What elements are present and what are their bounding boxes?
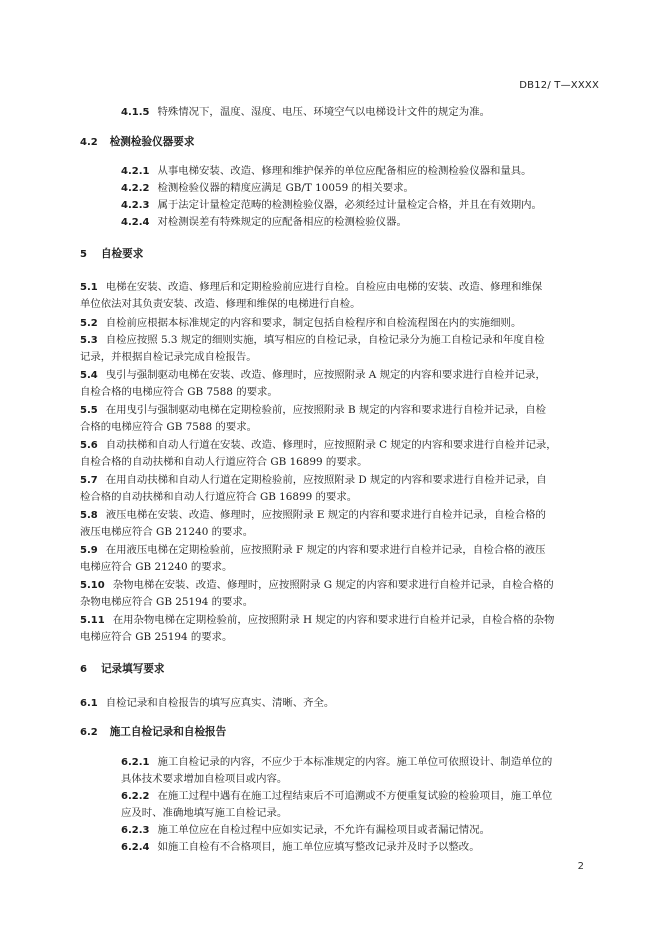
clause-text: 如施工自检有不合格项目，施工单位应填写整改记录并及时予以整改。 xyxy=(157,841,480,853)
clause-text: 自检应按照 5.3 规定的细则实施，填写相应的自检记录，自检记录分为施工自检记录和年度自检 xyxy=(105,334,545,346)
clause-6-1 xyxy=(80,696,334,711)
clause-text: 具体技术要求增加自检项目或内容。 xyxy=(121,773,288,785)
clause-5-7-continued xyxy=(80,490,357,504)
clause-5-1 xyxy=(80,280,542,295)
chapter-title: 记录填写要求 xyxy=(100,663,165,675)
clause-text: 从事电梯安装、改造、修理和维护保养的单位应配备相应的检测检验仪器和量具。 xyxy=(157,165,532,177)
clause-text: 特殊情况下，温度、湿度、电压、环境空气以电梯设计文件的规定为准。 xyxy=(157,106,490,118)
clause-number: 5.6 xyxy=(80,440,98,451)
clause-text: 曳引与强制驱动电梯在安装、改造、修理时，应按照附录 A 规定的内容和要求进行自检并记录， xyxy=(105,369,546,381)
chapter-heading-6 xyxy=(80,662,165,677)
section-number: 6.2 xyxy=(80,727,98,738)
clause-5-10 xyxy=(80,578,554,593)
clause-5-5 xyxy=(80,403,546,418)
clause-5-8-continued xyxy=(80,525,253,539)
section-heading-4-2 xyxy=(80,135,194,150)
clause-5-6 xyxy=(80,438,557,453)
clause-text: 记录，并根据自检记录完成自检报告。 xyxy=(80,351,257,363)
page-number: 2 xyxy=(577,861,584,872)
clause-5-11-continued xyxy=(80,630,232,644)
clause-text: 液压电梯应符合 GB 21240 的要求。 xyxy=(80,526,254,538)
clause-5-2 xyxy=(80,316,521,331)
clause-number: 5.7 xyxy=(80,475,98,486)
clause-5-1-continued xyxy=(80,297,361,311)
clause-number: 6.2.3 xyxy=(121,825,150,836)
chapter-number: 6 xyxy=(80,664,87,675)
clause-number: 5.5 xyxy=(80,405,98,416)
clause-5-7 xyxy=(80,473,547,488)
clause-5-3-continued xyxy=(80,350,257,364)
clause-text: 杂物电梯应符合 GB 25194 的要求。 xyxy=(80,596,254,608)
clause-text: 属于法定计量检定范畴的检测检验仪器，必须经过计量检定合格，并且在有效期内。 xyxy=(157,199,542,211)
section-heading-6-2 xyxy=(80,725,226,740)
clause-text: 在用液压电梯在定期检验前，应按照附录 F 规定的内容和要求进行自检并记录，自检合格的液压 xyxy=(105,544,546,556)
clause-text: 应及时、准确地填写施工自检记录。 xyxy=(121,807,288,819)
clause-5-6-continued xyxy=(80,455,368,469)
section-title: 施工自检记录和自检报告 xyxy=(109,726,227,738)
clause-5-8 xyxy=(80,508,546,523)
clause-5-4 xyxy=(80,368,546,383)
chapter-title: 自检要求 xyxy=(100,248,144,260)
clause-5-5-continued xyxy=(80,420,257,434)
clause-text: 对检测误差有特殊规定的应配备相应的检测检验仪器。 xyxy=(157,216,407,228)
clause-number: 5.8 xyxy=(80,510,98,521)
clause-number: 6.2.4 xyxy=(121,842,150,853)
clause-text: 自动扶梯和自动人行道在安装、改造、修理时，应按照附录 C 规定的内容和要求进行自检并记录， xyxy=(105,439,557,451)
clause-number: 5.1 xyxy=(80,282,98,293)
clause-5-10-continued xyxy=(80,595,253,609)
clause-5-4-continued xyxy=(80,385,278,399)
clause-5-9 xyxy=(80,543,546,558)
clause-text: 施工单位应在自检过程中应如实记录，不允许有漏检项目或者漏记情况。 xyxy=(157,824,490,836)
clause-6-2-2-continued xyxy=(121,806,287,820)
clause-number: 6.1 xyxy=(80,698,98,709)
clause-number: 5.3 xyxy=(80,335,98,346)
standard-code: DB12/ T—XXXX xyxy=(519,80,599,91)
clause-number: 5.4 xyxy=(80,370,98,381)
chapter-heading-5 xyxy=(80,247,143,262)
clause-6-2-4 xyxy=(121,840,480,855)
clause-number: 4.2.2 xyxy=(121,183,150,194)
clause-5-11 xyxy=(80,613,554,628)
clause-number: 4.2.3 xyxy=(121,200,150,211)
clause-6-2-1 xyxy=(121,755,552,770)
section-title: 检测检验仪器要求 xyxy=(109,136,195,148)
clause-text: 合格的电梯应符合 GB 7588 的要求。 xyxy=(80,421,257,433)
clause-6-2-2 xyxy=(121,789,552,804)
clause-4-2-1 xyxy=(121,164,532,179)
clause-number: 4.2.1 xyxy=(121,166,150,177)
clause-text: 在施工过程中遇有在施工过程结束后不可追溯或不方便重复试验的检验项目，施工单位 xyxy=(157,790,553,802)
clause-4-2-2 xyxy=(121,181,414,196)
clause-text: 电梯应符合 GB 21240 的要求。 xyxy=(80,561,233,573)
clause-6-2-3 xyxy=(121,823,490,838)
clause-number: 5.2 xyxy=(80,318,98,329)
clause-text: 自检前应根据本标准规定的内容和要求，制定包括自检程序和自检流程图在内的实施细则。 xyxy=(105,317,522,329)
clause-text: 电梯在安装、改造、修理后和定期检验前应进行自检。自检应由电梯的安装、改造、修理和维保 xyxy=(105,281,543,293)
clause-number: 6.2.1 xyxy=(121,757,150,768)
clause-text: 液压电梯在安装、改造、修理时，应按照附录 E 规定的内容和要求进行自检并记录，自检合格的 xyxy=(105,509,546,521)
section-number: 4.2 xyxy=(80,137,98,148)
clause-text: 在用曳引与强制驱动电梯在定期检验前，应按照附录 B 规定的内容和要求进行自检并记录，自检 xyxy=(105,404,546,416)
clause-text: 自检合格的自动扶梯和自动人行道应符合 GB 16899 的要求。 xyxy=(80,456,368,468)
clause-text: 检测检验仪器的精度应满足 GB/T 10059 的相关要求。 xyxy=(157,182,414,194)
clause-text: 自检合格的电梯应符合 GB 7588 的要求。 xyxy=(80,386,278,398)
clause-text: 自检记录和自检报告的填写应真实、清晰、齐全。 xyxy=(105,697,335,709)
clause-text: 检合格的自动扶梯和自动人行道应符合 GB 16899 的要求。 xyxy=(80,491,358,503)
clause-text: 施工自检记录的内容，不应少于本标准规定的内容。施工单位可依照设计、制造单位的 xyxy=(157,756,553,768)
chapter-number: 5 xyxy=(80,249,87,260)
clause-6-2-1-continued xyxy=(121,772,287,786)
clause-text: 杂物电梯在安装、改造、修理时，应按照附录 G 规定的内容和要求进行自检并记录，自检合格的 xyxy=(112,579,554,591)
clause-number: 5.11 xyxy=(80,615,105,626)
clause-4-2-4 xyxy=(121,215,407,230)
clause-number: 5.9 xyxy=(80,545,98,556)
clause-text: 电梯应符合 GB 25194 的要求。 xyxy=(80,631,233,643)
clause-text: 在用自动扶梯和自动人行道在定期检验前，应按照附录 D 规定的内容和要求进行自检并记录，自 xyxy=(105,474,547,486)
clause-text: 单位依法对其负责安装、改造、修理和维保的电梯进行自检。 xyxy=(80,298,361,310)
clause-number: 4.1.5 xyxy=(121,107,150,118)
clause-5-3 xyxy=(80,333,544,348)
clause-4-1-5 xyxy=(121,105,490,120)
clause-5-9-continued xyxy=(80,560,232,574)
clause-number: 6.2.2 xyxy=(121,791,150,802)
clause-text: 在用杂物电梯在定期检验前，应按照附录 H 规定的内容和要求进行自检并记录，自检合格的杂物 xyxy=(112,614,555,626)
clause-number: 4.2.4 xyxy=(121,217,150,228)
clause-4-2-3 xyxy=(121,198,542,213)
clause-number: 5.10 xyxy=(80,580,105,591)
